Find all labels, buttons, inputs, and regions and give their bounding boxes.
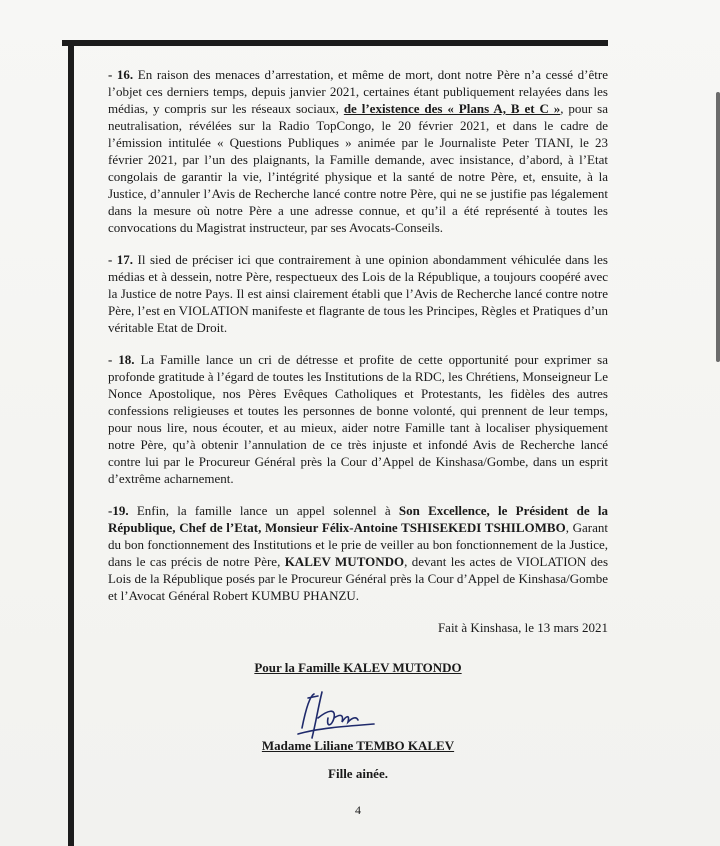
paragraph-16 (108, 66, 608, 236)
document-body (108, 66, 608, 676)
paragraph-text: , pour sa neutralisation, révélées sur la Radio TopCongo, le 20 février 2021, et dans le cadre de l’émission intitulée « Questions Publiques » animée par le Journaliste Peter TIANI, le 23 février 2021, par l’un des plaignants, la Famille demande, avec insistance, d’abord, à l’Etat congolais de garantir la vie, l’intégrité physique et la santé de notre Père, et, ensuite, à la Justice, d’annuler l’Avis de Recherche lancé contre notre Père, qui ne se justifie pas légalement dans la mesure où notre Père a une adresse connue, et qu’il a été représenté à toutes les convocations du Magistrat instructeur, par ses Avocats-Conseils. (108, 101, 608, 235)
paragraph-number: -19. (108, 503, 129, 518)
place-date: Fait à Kinshasa, le 13 mars 2021 (437, 620, 608, 635)
paragraph-19 (108, 502, 608, 604)
paragraph-text: Enfin, la famille lance un appel solennel à (128, 503, 399, 518)
page-number: 4 (355, 803, 361, 817)
paragraph-number: - 18. (108, 352, 135, 367)
paragraph-text: En raison des menaces d’arrestation, et même de mort, dont notre Père n’a cessé d’être l’objet ces derniers temps, depuis janvier 2021, certaines étant publiquement relayées dans les médias, y compris sur les réseaux sociaux, (108, 67, 608, 116)
paragraph-text: La Famille lance un cri de détresse et profite de cette opportunité pour exprimer sa profonde gratitude à l’égard de toutes les Institutions de la RDC, les Chrétiens, Monseigneur Le Nonce Apostolique, nos Pères Evêques Catholiques et Protestants, les fidèles des autres confessions religieuses et toutes les personnes de bonne volonté, qui prennent de leur temps, pour nous lire, nous écouter, et au mieux, aider notre Famille tant à localiser physiquement notre Père, qu’à obtenir l’annulation de ce très injuste et infondé Avis de Recherche lancé contre lui par le Procureur Général près la Cour d’Appel de Kinshasa/Gombe, dans un esprit d’extrême acharnement. (108, 352, 608, 486)
paragraph-text: Il sied de préciser ici que contrairement à une opinion abondamment véhiculée dans les médias et à dessein, notre Père, respectueux des Lois de la République, a toujours coopéré avec la Justice de notre Pays. Il est ainsi clairement établi que l’Avis de Recherche lancé contre notre Père, l’est en VIOLATION manifeste et flagrante de tous les Principes, Règles et Pratiques d’un véritable Etat de Droit. (108, 252, 608, 335)
paragraph-text: , Garant du bon fonctionnement des Institutions et le prie de veiller au bon fonctionnement de la Justice, dans le cas précis de notre Père, (108, 520, 608, 569)
paragraph-text: , devant les actes de VIOLATION des Lois de la République posés par le Procureur Général près la Cour d’Appel de Kinshasa/Gombe et l’Avocat Général Robert KUMBU PHANZU. (108, 554, 609, 603)
paragraph-18 (108, 351, 608, 487)
signer-role: Fille ainée. (328, 766, 388, 781)
highlighted-phrase: de l’existence des « Plans A, B et C » (343, 101, 561, 116)
scrollbar[interactable] (716, 92, 720, 362)
paragraph-number: - 16. (108, 67, 134, 82)
paragraph-17 (108, 251, 608, 336)
header-rule (62, 40, 608, 46)
signer-name: Madame Liliane TEMBO KALEV (261, 738, 455, 753)
margin-rule (68, 40, 74, 846)
bold-recipient: Son Excellence, le Président de la République, Chef de l’Etat, Monsieur Félix-Antoine TSHISEKEDI TSHILOMBO (108, 503, 609, 535)
bold-name: KALEV MUTONDO (284, 554, 405, 569)
paragraph-number: - 17. (108, 252, 134, 267)
for-family-heading: Pour la Famille KALEV MUTONDO (254, 660, 462, 675)
